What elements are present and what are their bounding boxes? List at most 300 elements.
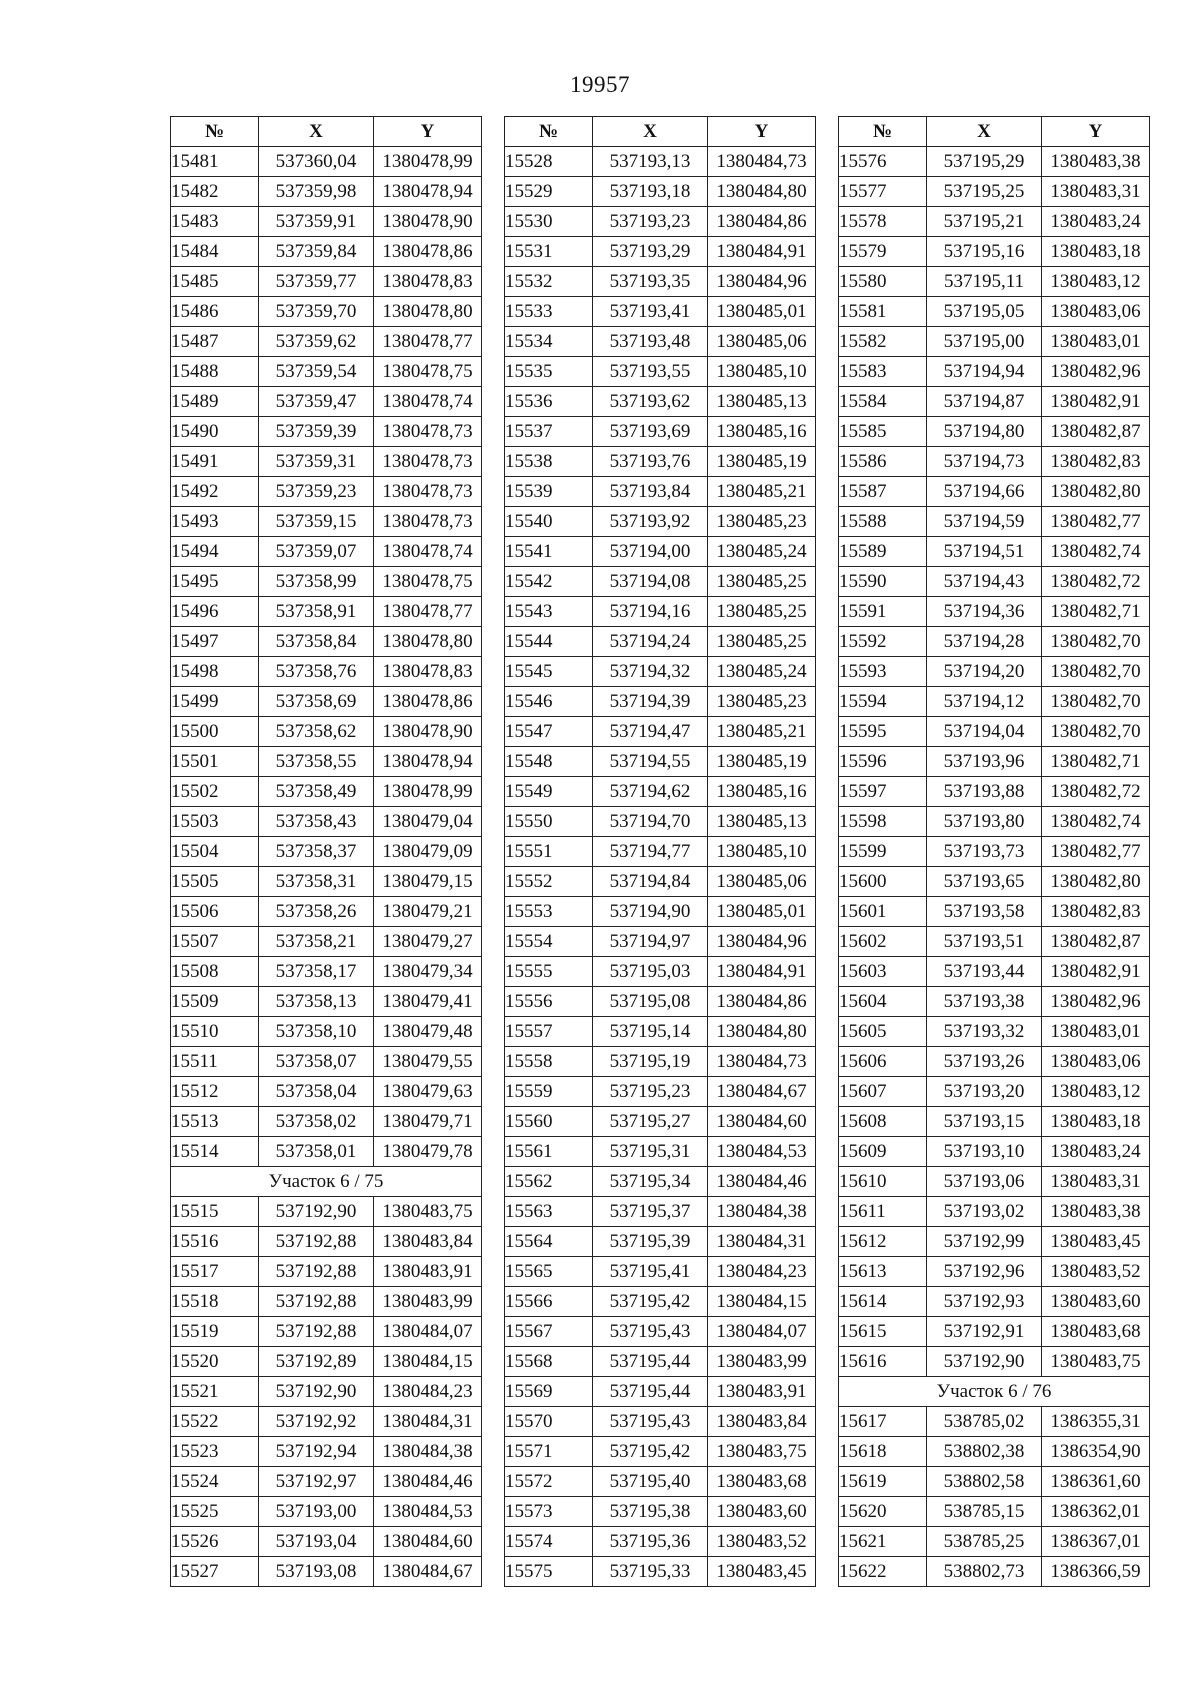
- x-coordinate: 537195,41: [593, 1257, 708, 1287]
- y-coordinate: 1380483,84: [374, 1227, 482, 1257]
- x-coordinate: 537358,10: [259, 1017, 374, 1047]
- x-coordinate: 537358,43: [259, 807, 374, 837]
- point-number: 15617: [839, 1407, 927, 1437]
- point-number: 15503: [171, 807, 259, 837]
- x-coordinate: 537195,19: [593, 1047, 708, 1077]
- point-number: 15590: [839, 567, 927, 597]
- table-row: [171, 147, 482, 177]
- point-number: 15548: [505, 747, 593, 777]
- y-coordinate: 1380483,75: [708, 1437, 816, 1467]
- table-row: [505, 417, 816, 447]
- y-coordinate: 1380483,12: [1042, 1077, 1150, 1107]
- y-coordinate: 1380484,91: [708, 957, 816, 987]
- x-coordinate: 537195,03: [593, 957, 708, 987]
- point-number: 15538: [505, 447, 593, 477]
- section-title: Участок 6 / 75: [171, 1167, 482, 1197]
- x-coordinate: 537194,28: [927, 627, 1042, 657]
- x-coordinate: 537195,05: [927, 297, 1042, 327]
- y-coordinate: 1380478,75: [374, 357, 482, 387]
- x-coordinate: 538785,02: [927, 1407, 1042, 1437]
- x-coordinate: 537193,06: [927, 1167, 1042, 1197]
- table-row: [839, 417, 1150, 447]
- y-coordinate: 1380482,80: [1042, 477, 1150, 507]
- coordinates-table-1: [170, 116, 482, 1587]
- point-number: 15484: [171, 237, 259, 267]
- y-coordinate: 1380478,73: [374, 447, 482, 477]
- point-number: 15529: [505, 177, 593, 207]
- x-coordinate: 537193,69: [593, 417, 708, 447]
- y-coordinate: 1380483,06: [1042, 297, 1150, 327]
- y-coordinate: 1380484,07: [374, 1317, 482, 1347]
- point-number: 15595: [839, 717, 927, 747]
- x-coordinate: 537192,92: [259, 1407, 374, 1437]
- y-coordinate: 1386367,01: [1042, 1527, 1150, 1557]
- x-coordinate: 537195,08: [593, 987, 708, 1017]
- y-coordinate: 1380484,80: [708, 177, 816, 207]
- y-coordinate: 1380483,18: [1042, 237, 1150, 267]
- table-row: [171, 1047, 482, 1077]
- point-number: 15531: [505, 237, 593, 267]
- y-coordinate: 1380484,46: [374, 1467, 482, 1497]
- point-number: 15516: [171, 1227, 259, 1257]
- table-row: [839, 447, 1150, 477]
- point-number: 15602: [839, 927, 927, 957]
- table-row: [171, 1347, 482, 1377]
- y-coordinate: 1380484,15: [708, 1287, 816, 1317]
- x-coordinate: 537195,44: [593, 1347, 708, 1377]
- y-coordinate: 1380479,21: [374, 897, 482, 927]
- table-row: [505, 747, 816, 777]
- table-row: [505, 1407, 816, 1437]
- x-coordinate: 537192,97: [259, 1467, 374, 1497]
- x-coordinate: 537195,43: [593, 1407, 708, 1437]
- y-coordinate: 1380479,63: [374, 1077, 482, 1107]
- x-coordinate: 537358,17: [259, 957, 374, 987]
- point-number: 15614: [839, 1287, 927, 1317]
- point-number: 15619: [839, 1467, 927, 1497]
- point-number: 15607: [839, 1077, 927, 1107]
- point-number: 15585: [839, 417, 927, 447]
- x-coordinate: 537194,43: [927, 567, 1042, 597]
- y-coordinate: 1380483,24: [1042, 1137, 1150, 1167]
- y-coordinate: 1380482,72: [1042, 777, 1150, 807]
- point-number: 15564: [505, 1227, 593, 1257]
- point-number: 15600: [839, 867, 927, 897]
- table-row: [505, 1497, 816, 1527]
- y-coordinate: 1380478,99: [374, 777, 482, 807]
- point-number: 15541: [505, 537, 593, 567]
- coordinates-table-2: [504, 116, 816, 1587]
- y-coordinate: 1380478,73: [374, 477, 482, 507]
- x-coordinate: 538785,15: [927, 1497, 1042, 1527]
- x-coordinate: 537194,84: [593, 867, 708, 897]
- table-row: [839, 327, 1150, 357]
- table-row: [839, 927, 1150, 957]
- table-row: [839, 387, 1150, 417]
- point-number: 15563: [505, 1197, 593, 1227]
- header-x: X: [259, 117, 374, 147]
- x-coordinate: 537192,88: [259, 1317, 374, 1347]
- y-coordinate: 1380483,75: [1042, 1347, 1150, 1377]
- table-row: [171, 417, 482, 447]
- point-number: 15587: [839, 477, 927, 507]
- table-row: [505, 597, 816, 627]
- y-coordinate: 1380478,74: [374, 387, 482, 417]
- x-coordinate: 538802,38: [927, 1437, 1042, 1467]
- y-coordinate: 1380478,75: [374, 567, 482, 597]
- point-number: 15618: [839, 1437, 927, 1467]
- x-coordinate: 537193,92: [593, 507, 708, 537]
- y-coordinate: 1380482,70: [1042, 627, 1150, 657]
- point-number: 15608: [839, 1107, 927, 1137]
- point-number: 15522: [171, 1407, 259, 1437]
- y-coordinate: 1380479,09: [374, 837, 482, 867]
- header-number: №: [171, 117, 259, 147]
- table-row: [839, 1407, 1150, 1437]
- point-number: 15517: [171, 1257, 259, 1287]
- x-coordinate: 537193,35: [593, 267, 708, 297]
- table-row: [505, 807, 816, 837]
- x-coordinate: 537359,07: [259, 537, 374, 567]
- x-coordinate: 537194,39: [593, 687, 708, 717]
- table-header-row: [839, 117, 1150, 147]
- point-number: 15579: [839, 237, 927, 267]
- y-coordinate: 1380484,23: [374, 1377, 482, 1407]
- x-coordinate: 537195,34: [593, 1167, 708, 1197]
- x-coordinate: 537359,98: [259, 177, 374, 207]
- x-coordinate: 537194,24: [593, 627, 708, 657]
- x-coordinate: 537192,88: [259, 1287, 374, 1317]
- point-number: 15568: [505, 1347, 593, 1377]
- point-number: 15570: [505, 1407, 593, 1437]
- table-row: [171, 897, 482, 927]
- point-number: 15510: [171, 1017, 259, 1047]
- table-row: [839, 1167, 1150, 1197]
- table-row: [505, 327, 816, 357]
- table-row: [839, 1467, 1150, 1497]
- table-row: [505, 537, 816, 567]
- point-number: 15605: [839, 1017, 927, 1047]
- table-row: [505, 1227, 816, 1257]
- y-coordinate: 1380478,86: [374, 687, 482, 717]
- x-coordinate: 537195,27: [593, 1107, 708, 1137]
- y-coordinate: 1380478,94: [374, 747, 482, 777]
- y-coordinate: 1380478,94: [374, 177, 482, 207]
- point-number: 15547: [505, 717, 593, 747]
- header-x: X: [593, 117, 708, 147]
- x-coordinate: 537193,10: [927, 1137, 1042, 1167]
- x-coordinate: 537193,65: [927, 867, 1042, 897]
- x-coordinate: 537194,55: [593, 747, 708, 777]
- y-coordinate: 1380485,23: [708, 507, 816, 537]
- y-coordinate: 1380484,60: [708, 1107, 816, 1137]
- y-coordinate: 1380478,83: [374, 267, 482, 297]
- y-coordinate: 1380484,15: [374, 1347, 482, 1377]
- x-coordinate: 537192,99: [927, 1227, 1042, 1257]
- table-row: [505, 987, 816, 1017]
- table-row: [839, 657, 1150, 687]
- x-coordinate: 537193,08: [259, 1557, 374, 1587]
- y-coordinate: 1380479,48: [374, 1017, 482, 1047]
- point-number: 15500: [171, 717, 259, 747]
- x-coordinate: 537193,23: [593, 207, 708, 237]
- x-coordinate: 537195,42: [593, 1287, 708, 1317]
- y-coordinate: 1380483,45: [1042, 1227, 1150, 1257]
- y-coordinate: 1380483,31: [1042, 177, 1150, 207]
- x-coordinate: 537193,04: [259, 1527, 374, 1557]
- y-coordinate: 1380484,07: [708, 1317, 816, 1347]
- table-row: [839, 267, 1150, 297]
- x-coordinate: 537192,90: [259, 1197, 374, 1227]
- x-coordinate: 537358,13: [259, 987, 374, 1017]
- point-number: 15497: [171, 627, 259, 657]
- x-coordinate: 537193,58: [927, 897, 1042, 927]
- point-number: 15504: [171, 837, 259, 867]
- x-coordinate: 537359,77: [259, 267, 374, 297]
- y-coordinate: 1380478,73: [374, 507, 482, 537]
- y-coordinate: 1386366,59: [1042, 1557, 1150, 1587]
- y-coordinate: 1380485,19: [708, 747, 816, 777]
- table-row: [171, 1467, 482, 1497]
- table-row: [171, 297, 482, 327]
- y-coordinate: 1380478,90: [374, 717, 482, 747]
- point-number: 15591: [839, 597, 927, 627]
- point-number: 15519: [171, 1317, 259, 1347]
- table-row: [839, 1197, 1150, 1227]
- table-row: [839, 147, 1150, 177]
- x-coordinate: 537194,04: [927, 717, 1042, 747]
- point-number: 15492: [171, 477, 259, 507]
- y-coordinate: 1380482,77: [1042, 837, 1150, 867]
- y-coordinate: 1380482,72: [1042, 567, 1150, 597]
- y-coordinate: 1380485,23: [708, 687, 816, 717]
- x-coordinate: 537193,29: [593, 237, 708, 267]
- table-row: [505, 687, 816, 717]
- point-number: 15597: [839, 777, 927, 807]
- point-number: 15611: [839, 1197, 927, 1227]
- y-coordinate: 1380482,91: [1042, 957, 1150, 987]
- point-number: 15604: [839, 987, 927, 1017]
- y-coordinate: 1380483,99: [374, 1287, 482, 1317]
- point-number: 15565: [505, 1257, 593, 1287]
- section-title: Участок 6 / 76: [839, 1377, 1150, 1407]
- x-coordinate: 537358,55: [259, 747, 374, 777]
- y-coordinate: 1380483,60: [1042, 1287, 1150, 1317]
- table-row: [505, 267, 816, 297]
- table-row: [505, 1197, 816, 1227]
- section-row: [839, 1377, 1150, 1407]
- table-row: [505, 1107, 816, 1137]
- table-row: [505, 507, 816, 537]
- point-number: 15528: [505, 147, 593, 177]
- point-number: 15555: [505, 957, 593, 987]
- table-row: [505, 657, 816, 687]
- y-coordinate: 1380484,67: [708, 1077, 816, 1107]
- y-coordinate: 1380478,90: [374, 207, 482, 237]
- table-row: [505, 297, 816, 327]
- x-coordinate: 537192,90: [927, 1347, 1042, 1377]
- point-number: 15495: [171, 567, 259, 597]
- table-row: [839, 747, 1150, 777]
- point-number: 15569: [505, 1377, 593, 1407]
- y-coordinate: 1380484,23: [708, 1257, 816, 1287]
- x-coordinate: 537359,91: [259, 207, 374, 237]
- y-coordinate: 1380478,77: [374, 327, 482, 357]
- table-row: [505, 927, 816, 957]
- x-coordinate: 537194,97: [593, 927, 708, 957]
- y-coordinate: 1380479,04: [374, 807, 482, 837]
- table-row: [505, 1437, 816, 1467]
- x-coordinate: 537195,44: [593, 1377, 708, 1407]
- y-coordinate: 1380484,73: [708, 1047, 816, 1077]
- point-number: 15586: [839, 447, 927, 477]
- y-coordinate: 1380483,99: [708, 1347, 816, 1377]
- point-number: 15573: [505, 1497, 593, 1527]
- x-coordinate: 537358,31: [259, 867, 374, 897]
- y-coordinate: 1380479,78: [374, 1137, 482, 1167]
- point-number: 15544: [505, 627, 593, 657]
- point-number: 15527: [171, 1557, 259, 1587]
- table-row: [505, 1257, 816, 1287]
- x-coordinate: 537195,38: [593, 1497, 708, 1527]
- point-number: 15550: [505, 807, 593, 837]
- header-y: Y: [374, 117, 482, 147]
- table-row: [505, 447, 816, 477]
- table-row: [839, 777, 1150, 807]
- y-coordinate: 1386361,60: [1042, 1467, 1150, 1497]
- y-coordinate: 1380485,13: [708, 807, 816, 837]
- point-number: 15596: [839, 747, 927, 777]
- table-row: [839, 687, 1150, 717]
- table-row: [171, 657, 482, 687]
- y-coordinate: 1380483,06: [1042, 1047, 1150, 1077]
- x-coordinate: 537193,15: [927, 1107, 1042, 1137]
- table-row: [171, 777, 482, 807]
- point-number: 15486: [171, 297, 259, 327]
- table-row: [171, 987, 482, 1017]
- y-coordinate: 1380478,80: [374, 297, 482, 327]
- point-number: 15508: [171, 957, 259, 987]
- x-coordinate: 537193,76: [593, 447, 708, 477]
- y-coordinate: 1380482,74: [1042, 537, 1150, 567]
- table-row: [171, 1197, 482, 1227]
- table-row: [171, 867, 482, 897]
- point-number: 15593: [839, 657, 927, 687]
- table-row: [171, 687, 482, 717]
- x-coordinate: 537358,76: [259, 657, 374, 687]
- y-coordinate: 1380482,96: [1042, 357, 1150, 387]
- y-coordinate: 1380485,25: [708, 567, 816, 597]
- point-number: 15533: [505, 297, 593, 327]
- x-coordinate: 537358,37: [259, 837, 374, 867]
- point-number: 15512: [171, 1077, 259, 1107]
- x-coordinate: 537194,70: [593, 807, 708, 837]
- x-coordinate: 537195,14: [593, 1017, 708, 1047]
- point-number: 15536: [505, 387, 593, 417]
- x-coordinate: 537194,90: [593, 897, 708, 927]
- table-row: [839, 177, 1150, 207]
- point-number: 15525: [171, 1497, 259, 1527]
- y-coordinate: 1380479,27: [374, 927, 482, 957]
- y-coordinate: 1380482,80: [1042, 867, 1150, 897]
- table-row: [171, 1497, 482, 1527]
- point-number: 15566: [505, 1287, 593, 1317]
- point-number: 15594: [839, 687, 927, 717]
- x-coordinate: 537194,16: [593, 597, 708, 627]
- y-coordinate: 1380483,24: [1042, 207, 1150, 237]
- point-number: 15549: [505, 777, 593, 807]
- point-number: 15489: [171, 387, 259, 417]
- table-header-row: [171, 117, 482, 147]
- table-row: [171, 1017, 482, 1047]
- x-coordinate: 538802,73: [927, 1557, 1042, 1587]
- y-coordinate: 1380479,41: [374, 987, 482, 1017]
- point-number: 15542: [505, 567, 593, 597]
- point-number: 15584: [839, 387, 927, 417]
- table-row: [839, 297, 1150, 327]
- table-row: [839, 1137, 1150, 1167]
- x-coordinate: 537194,80: [927, 417, 1042, 447]
- y-coordinate: 1380483,38: [1042, 147, 1150, 177]
- x-coordinate: 537359,31: [259, 447, 374, 477]
- x-coordinate: 537193,44: [927, 957, 1042, 987]
- point-number: 15606: [839, 1047, 927, 1077]
- table-row: [171, 837, 482, 867]
- y-coordinate: 1380482,74: [1042, 807, 1150, 837]
- point-number: 15481: [171, 147, 259, 177]
- x-coordinate: 537193,55: [593, 357, 708, 387]
- y-coordinate: 1380485,01: [708, 897, 816, 927]
- table-row: [839, 717, 1150, 747]
- y-coordinate: 1380483,01: [1042, 327, 1150, 357]
- y-coordinate: 1380483,91: [708, 1377, 816, 1407]
- y-coordinate: 1380482,77: [1042, 507, 1150, 537]
- x-coordinate: 537193,32: [927, 1017, 1042, 1047]
- point-number: 15501: [171, 747, 259, 777]
- point-number: 15601: [839, 897, 927, 927]
- table-row: [505, 207, 816, 237]
- y-coordinate: 1386355,31: [1042, 1407, 1150, 1437]
- y-coordinate: 1380478,99: [374, 147, 482, 177]
- table-row: [839, 1317, 1150, 1347]
- point-number: 15554: [505, 927, 593, 957]
- x-coordinate: 537193,13: [593, 147, 708, 177]
- point-number: 15537: [505, 417, 593, 447]
- y-coordinate: 1380484,96: [708, 267, 816, 297]
- x-coordinate: 537195,23: [593, 1077, 708, 1107]
- point-number: 15616: [839, 1347, 927, 1377]
- y-coordinate: 1380483,38: [1042, 1197, 1150, 1227]
- x-coordinate: 537194,66: [927, 477, 1042, 507]
- table-row: [505, 1527, 816, 1557]
- y-coordinate: 1380483,84: [708, 1407, 816, 1437]
- point-number: 15572: [505, 1467, 593, 1497]
- x-coordinate: 537192,88: [259, 1227, 374, 1257]
- point-number: 15506: [171, 897, 259, 927]
- table-row: [505, 567, 816, 597]
- x-coordinate: 537358,26: [259, 897, 374, 927]
- y-coordinate: 1380484,80: [708, 1017, 816, 1047]
- x-coordinate: 537195,39: [593, 1227, 708, 1257]
- table-row: [505, 957, 816, 987]
- y-coordinate: 1380483,45: [708, 1557, 816, 1587]
- x-coordinate: 537358,49: [259, 777, 374, 807]
- x-coordinate: 537194,12: [927, 687, 1042, 717]
- point-number: 15485: [171, 267, 259, 297]
- y-coordinate: 1380484,86: [708, 207, 816, 237]
- x-coordinate: 537192,91: [927, 1317, 1042, 1347]
- x-coordinate: 537195,36: [593, 1527, 708, 1557]
